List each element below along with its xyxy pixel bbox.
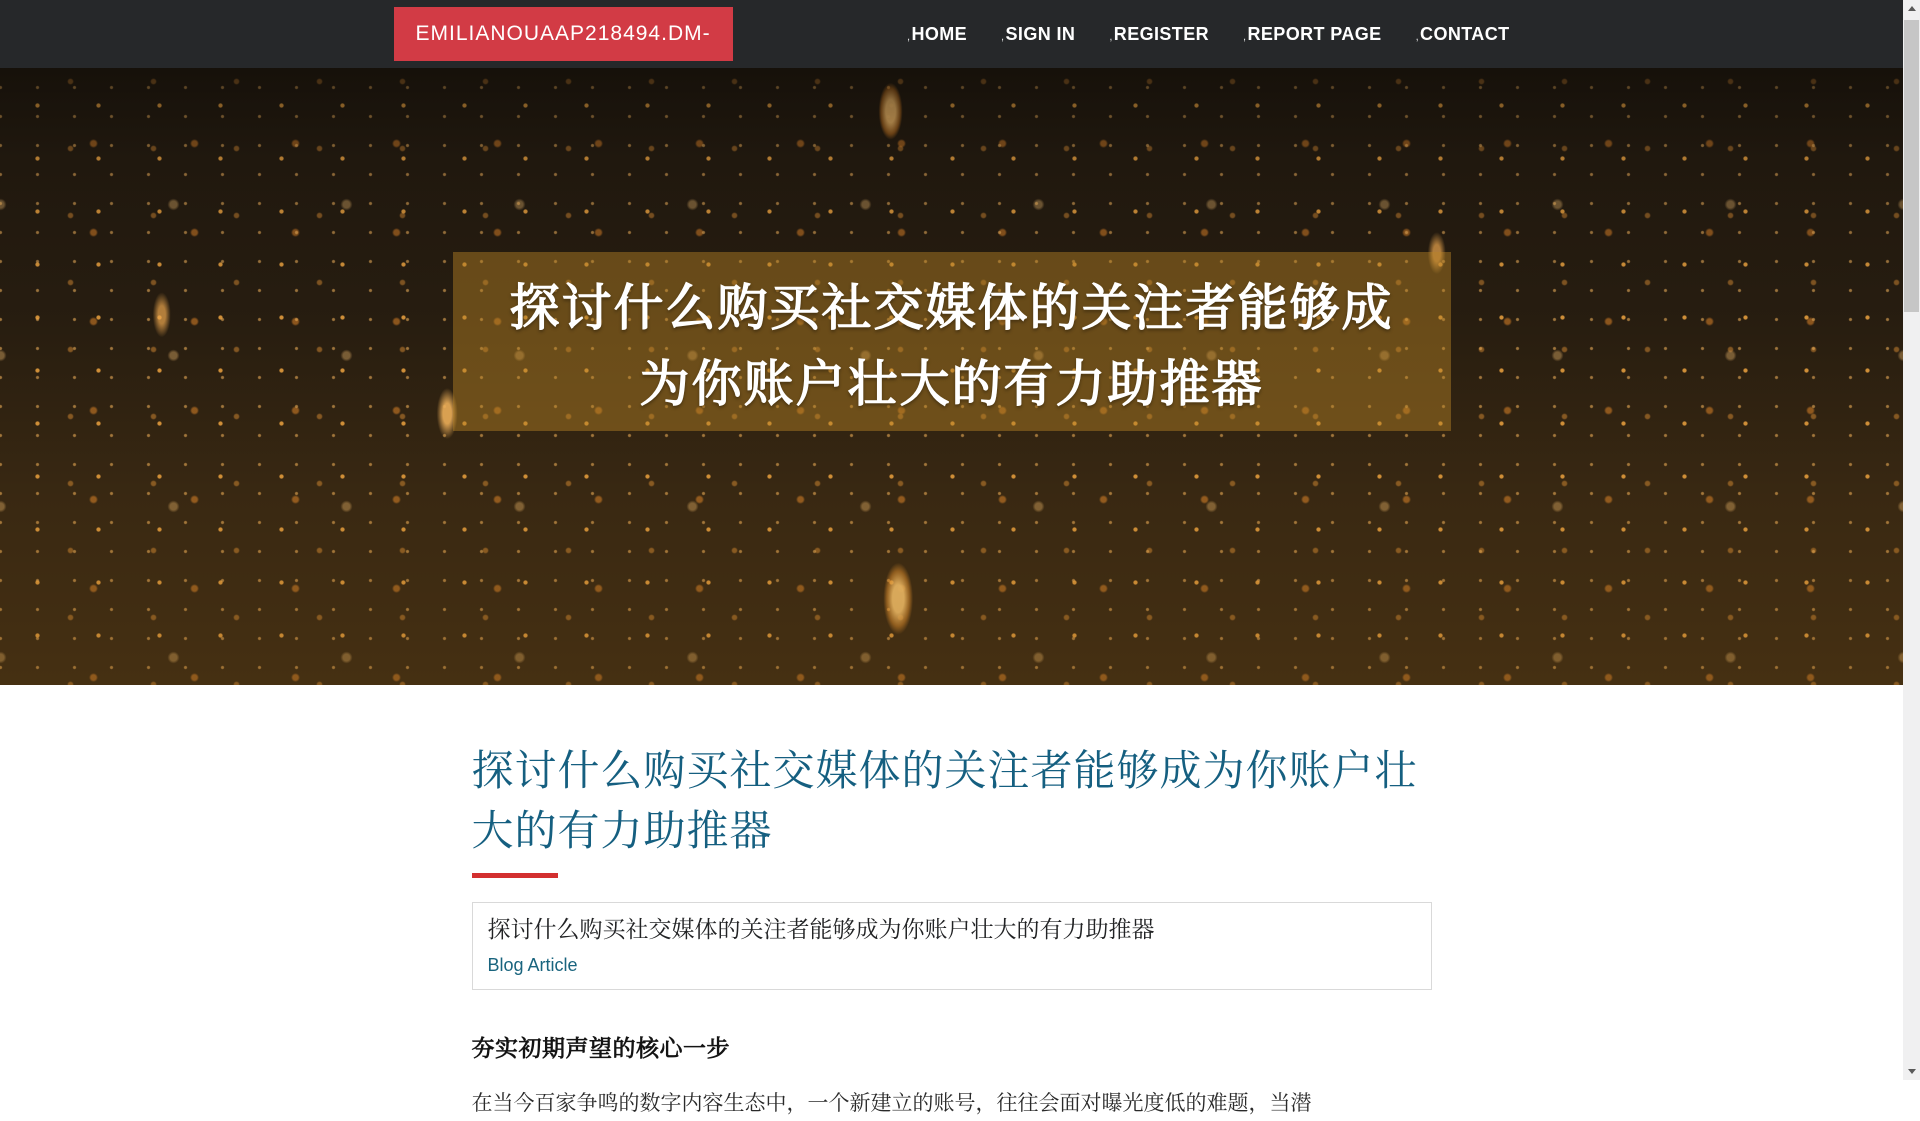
- header: [0, 0, 1903, 68]
- nav-marker-icon: ,: [1415, 30, 1420, 43]
- nav-item-sign-in-label: SIGN IN: [1005, 23, 1076, 44]
- article-title-line-2: 大的有力助推器: [471, 807, 773, 854]
- title-divider: [472, 873, 558, 878]
- hero-title-line-2: 为你账户壮大的有力助推器: [639, 356, 1264, 412]
- hero-title-line-1: 探讨什么购买社交媒体的关注者能够成: [509, 280, 1394, 336]
- site-logo-button[interactable]: EMILIANOUAAP218494.DM-: [394, 7, 733, 61]
- scroll-down-icon[interactable]: [1903, 1063, 1920, 1080]
- article-content: [472, 685, 1432, 1121]
- nav-item-register[interactable]: [1109, 24, 1209, 45]
- nav-marker-icon: ,: [906, 30, 911, 43]
- article-title-line-1: 探讨什么购买社交媒体的关注者能够成为你账户壮: [471, 747, 1418, 794]
- header-inner: [394, 7, 1510, 61]
- meta-box-title: 探讨什么购买社交媒体的关注者能够成为你账户壮大的有力助推器: [487, 916, 1155, 942]
- nav-item-contact-label: CONTACT: [1420, 23, 1510, 44]
- article-paragraph: 在当今百家争鸣的数字内容生态中，一个新建立的账号，往往会面对曝光度低的难题，当潜: [471, 1092, 1312, 1115]
- nav-marker-icon: ,: [1001, 30, 1005, 43]
- nav-item-sign-in[interactable]: [1001, 24, 1075, 45]
- nav-item-report-page-label: REPORT PAGE: [1247, 23, 1382, 44]
- nav-item-home[interactable]: [907, 24, 967, 45]
- blog-article-link[interactable]: Blog Article: [487, 955, 578, 975]
- section-subheading: 夯实初期声望的核心一步: [471, 1035, 730, 1061]
- hero-banner-lanterns-image: [0, 68, 1903, 685]
- scroll-up-icon[interactable]: [1903, 0, 1920, 17]
- scrollbar[interactable]: [1903, 0, 1920, 1080]
- main-nav: [907, 24, 1510, 45]
- nav-item-register-label: REGISTER: [1113, 23, 1210, 44]
- hero-title: [453, 270, 1451, 422]
- scrollbar-thumb[interactable]: [1904, 20, 1919, 312]
- hero-title-overlay: [453, 252, 1451, 431]
- article-meta-box: [472, 902, 1432, 990]
- nav-item-home-label: HOME: [911, 23, 968, 44]
- nav-marker-icon: ,: [1109, 30, 1113, 43]
- nav-item-contact[interactable]: [1416, 24, 1510, 45]
- article-title: [472, 741, 1432, 861]
- nav-marker-icon: ,: [1243, 30, 1247, 43]
- nav-item-report-page[interactable]: [1243, 24, 1382, 45]
